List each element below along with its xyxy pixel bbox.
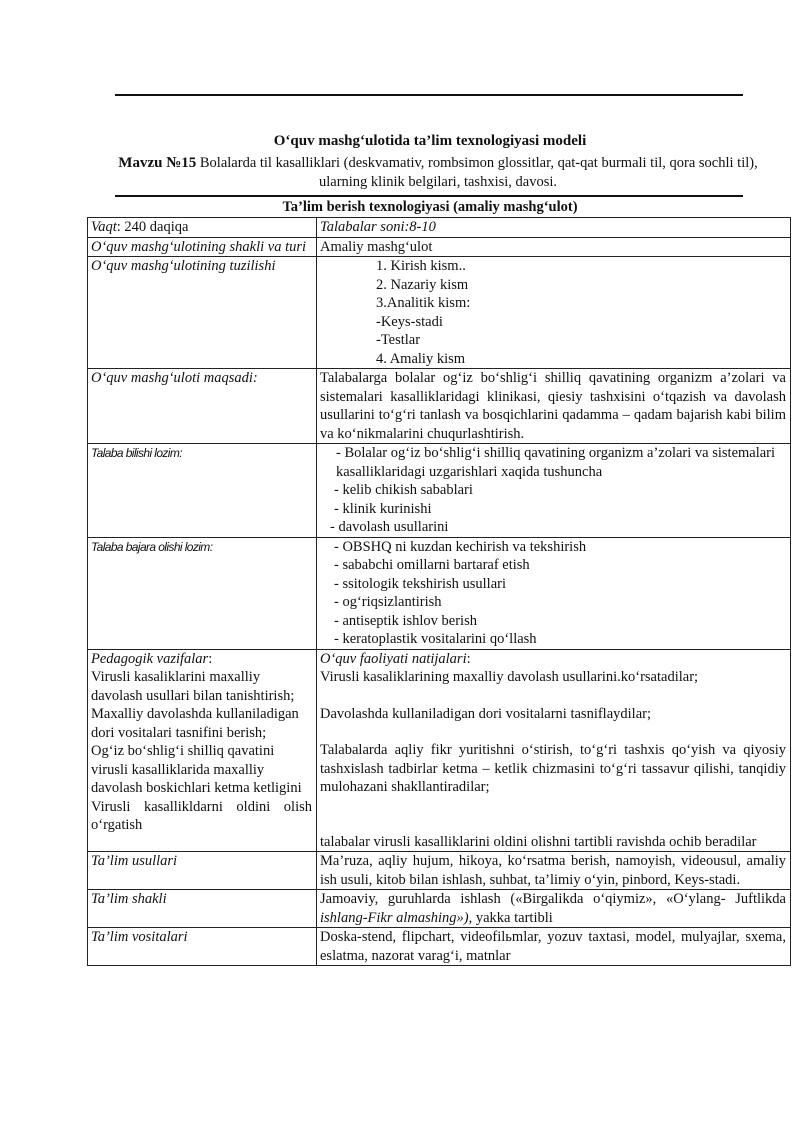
list-item: - klinik kurinishi [334, 500, 432, 517]
structure-cell [317, 257, 791, 369]
list-item: - og‘riqsizlantirish [334, 594, 442, 610]
results-cell [317, 649, 791, 852]
table-row [88, 369, 791, 444]
form-value: Amaliy mashg‘ulot [317, 237, 791, 257]
list-item: 1. Kirish kism.. [376, 258, 466, 274]
students-cell: Talabalar soni:8-10 [317, 218, 791, 238]
table-row [88, 444, 791, 538]
top-rule [115, 94, 743, 96]
form-label: O‘quv mashg‘ulotining shakli va turi [88, 237, 317, 257]
know-cell [317, 444, 791, 538]
table-row [88, 218, 791, 238]
do-cell [317, 537, 791, 649]
methods-text: Ma’ruza, aqliy hujum, hikoya, ko‘rsatma berish, namoyish, videousul, amaliy ish usuli, kitob bilan ishlash, suhbat, ta’limiy o‘yin, pinbord, Keys-stadi. [317, 852, 791, 890]
time-value: : 240 daqiqa [116, 219, 189, 235]
list-item: Maxalliy davolashda kullaniladigan dori vositalari tasnifini berish; [91, 706, 299, 741]
tools-text: Doska-stend, flipchart, videofilьmlar, yozuv taxtasi, model, mulyajlar, sxema, eslatma, nazorat varag‘i, matnlar [317, 928, 791, 966]
list-item: Talabalarda aqliy fikr yuritishni o‘stirish, to‘g‘ri tashxis qo‘yish va qiyosiy tashxislash tadbirlar ketma – ketlik chizmasini to‘g‘ri tassavur qilishi, tanqidiy mulohazani shakllantiradilar; [320, 742, 786, 795]
tools-label: Ta’lim vositalari [88, 928, 317, 966]
goal-text: Talabalarga bolalar og‘iz bo‘shlig‘i shilliq qavatining organizm a’zolari va sistemalari kasalliklaridagi klinikasi, qiesiy tashxisini o‘tqazish va davolash usullarini to‘g‘ri tanlash va bosqichlarini qadamma – qadam bajarish kabi bilim va ko‘nikmalarini chuqurlashtirish. [317, 369, 791, 444]
list-item: - Bolalar og‘iz bo‘shlig‘i shilliq qavatining organizm a’zolari va sistemalari kasalliklaridagi uzgarishlari xaqida tushuncha [336, 445, 776, 480]
shape-text-italic: ishlang-Fikr almashing») [320, 909, 469, 926]
res-label: O‘quv faoliyati natijalari [320, 650, 467, 667]
list-item: 2. Nazariy kism [376, 276, 469, 293]
list-item: Og‘iz bo‘shlig‘i shilliq qavatini virusli kasalliklarida maxalliy davolash boskichlari ketma ketligini [91, 743, 302, 796]
list-item: - OBSHQ ni kuzdan kechirish va tekshirish [334, 538, 587, 555]
list-item: - davolash usullarini [330, 519, 449, 535]
know-label-cell [88, 444, 317, 538]
table-row [88, 890, 791, 928]
do-label: Talaba bajara olishi lozim: [91, 539, 213, 554]
list-item: Virusli kasallikldarni oldini olish o‘rgatish [91, 798, 312, 833]
structure-label: O‘quv mashg‘ulotining tuzilishi [88, 257, 317, 369]
time-cell [88, 218, 317, 238]
list-item: - antiseptik ishlov berish [334, 612, 477, 629]
topic-label: Mavzu №15 [118, 155, 197, 171]
ped-heading: Pedagogik vazifalar: [91, 650, 213, 667]
time-label: Vaqt [91, 219, 117, 235]
shape-text-1: Jamoaviy, guruhlarda ishlash («Birgalikda o‘qiymiz», «O‘ylang- Juftlikda [320, 891, 786, 907]
technology-table [87, 217, 791, 966]
list-item: - keratoplastik vositalarini qo‘llash [334, 631, 537, 647]
table-row [88, 852, 791, 890]
list-item: - kelib chikish sabablari [334, 482, 473, 498]
methods-label: Ta’lim usullari [88, 852, 317, 890]
ped-cell [88, 649, 317, 852]
list-item: - ssitologik tekshirish usullari [334, 575, 506, 592]
list-item: - sababchi omillarni bartaraf etish [334, 557, 530, 573]
list-item: -Keys-stadi [376, 313, 443, 330]
table-row [88, 649, 791, 852]
list-item: -Testlar [376, 332, 421, 348]
know-label: Talaba bilishi lozim: [91, 446, 183, 460]
list-item: Virusli kasaliklarining maxalliy davolash usullarini.ko‘rsatadilar; [320, 669, 699, 685]
table-row [88, 257, 791, 369]
ped-label: Pedagogik vazifalar [91, 650, 209, 667]
table-subtitle: Ta’lim berish texnologiyasi (amaliy mashg‘ulot) [282, 199, 578, 215]
goal-label: O‘quv mashg‘uloti maqsadi: [88, 369, 317, 444]
shape-text-2: , yakka tartibli [468, 909, 553, 926]
do-label-cell [88, 537, 317, 649]
topic-line [118, 154, 758, 192]
shape-label: Ta’lim shakli [88, 890, 317, 928]
list-item: 4. Amaliy kism [376, 350, 466, 367]
middle-rule [115, 195, 743, 197]
page-title: O‘quv mashg‘ulotida ta’lim texnologiyasi modeli [273, 133, 587, 149]
topic-text: Bolalarda til kasalliklari (deskvamativ, rombsimon glossitlar, qat-qat burmali til, qora sochli til), ularning klinik belgilari, tashxisi, davosi. [199, 155, 758, 190]
list-item: 3.Analitik kism: [376, 295, 471, 311]
table-row [88, 928, 791, 966]
table-row [88, 237, 791, 257]
list-item: talabalar virusli kasalliklarini oldini olishni tartibli ravishda ochib beradilar [320, 833, 757, 850]
table-row [88, 537, 791, 649]
shape-cell [317, 890, 791, 928]
list-item: Virusli kasaliklarini maxalliy davolash usullari bilan tanishtirish; [91, 669, 295, 704]
results-heading: O‘quv faoliyati natijalari: [320, 650, 471, 667]
list-item: Davolashda kullaniladigan dori vositalarni tasniflaydilar; [320, 705, 651, 722]
